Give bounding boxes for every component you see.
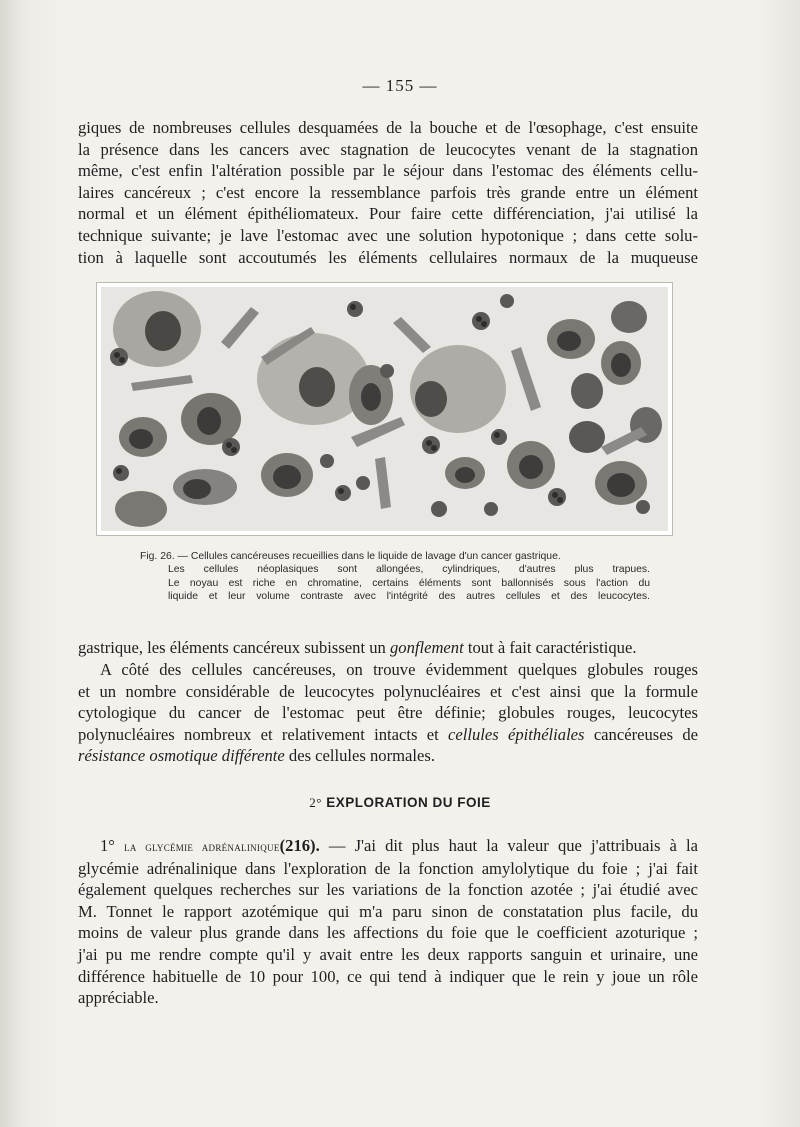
text-run: des cellules normales. xyxy=(284,746,435,766)
italic-term: gonflement xyxy=(389,638,464,657)
reference-number: (216). xyxy=(279,836,320,855)
text-line xyxy=(78,724,698,746)
text-line: même, c'est enfin l'altération possible par le séjour dans l'estomac des éléments cellu- xyxy=(78,161,698,181)
caption-line-2: Les cellules néoplasiques sont allongées, cylindriques, d'autres plus trapues. xyxy=(168,564,650,576)
item-number: 1° xyxy=(100,836,115,855)
figure-plate-cancer-cells xyxy=(97,283,672,535)
text-run: polynucléaires nombreux et relativement intacts et xyxy=(78,724,449,744)
text-line: giques de nombreuses cellules desquamées de la bouche et de l'œsophage, c'est ensuite xyxy=(78,118,698,137)
text-line: M. Tonnet le rapport azotémique qui m'a paru sinon de constatation plus facile, du xyxy=(78,901,698,921)
cell-micrograph-illustration xyxy=(101,287,668,531)
text-run: tout à fait caractéristique. xyxy=(463,638,637,657)
caption-line-1 xyxy=(140,550,650,563)
text-line: A côté des cellules cancéreuses, on trouve évidemment quelques globules rouges xyxy=(100,660,698,679)
text-line: moins de valeur plus grande dans les affections du foie que le coefficient azoturique ; xyxy=(78,923,698,943)
text-line: cytologique du cancer de l'estomac peut être définie; globules rouges, leucocytes xyxy=(78,703,698,723)
smallcaps-title: la glycémie adrénalinique xyxy=(124,839,280,854)
text-run: gastrique, les éléments cancéreux subissent un xyxy=(78,638,390,657)
text-run: cancéreuses de xyxy=(584,724,698,744)
paragraph-glycemie xyxy=(78,835,698,1009)
text-line: la présence dans les cancers avec stagnation de leucocytes venant de la stagnation xyxy=(78,139,698,159)
text-line: laires cancéreux ; c'est encore la ressemblance parfois très grande entre un élément xyxy=(78,182,698,202)
caption-line-4: liquide et leur volume contraste avec l'intégrité des autres cellules et des leucocytes. xyxy=(168,591,650,603)
text-line: et un nombre considérable de leucocytes polynucléaires et c'est ainsi que la formule xyxy=(78,681,698,701)
paragraph-intro xyxy=(78,117,698,268)
page-number: — 155 — xyxy=(362,76,438,95)
text-line: technique suivante; je lave l'estomac avec une solution hypotonique ; dans cette solu- xyxy=(78,225,698,245)
caption-label: Fig. 26. xyxy=(140,551,175,562)
text-line: normal et un élément épithéliomateux. Pour faire cette différenciation, j'ai utilisé la xyxy=(78,204,698,224)
caption-text: — Cellules cancéreuses recueillies dans le liquide de lavage d'un cancer gastrique. xyxy=(177,551,561,562)
paragraph-continuation xyxy=(78,637,698,659)
text-run: — J'ai dit plus haut la valeur que j'attribuais à la xyxy=(319,836,699,855)
text-line: tion à laquelle sont accoutumés les éléments cellulaires normaux de la muqueuse xyxy=(78,247,698,267)
text-line xyxy=(78,745,698,767)
section-number: 2° xyxy=(309,795,322,810)
italic-term: cellules épithéliales xyxy=(448,724,585,744)
section-title: EXPLORATION DU FOIE xyxy=(326,795,491,810)
text-line: j'ai pu me rendre compte qu'il y avait entre les deux rapports sanguin et urinaire, une xyxy=(78,944,698,964)
paragraph-cytology xyxy=(78,659,698,767)
text-line: également quelques recherches sur les variations de la fonction azotée ; j'ai étudié avec xyxy=(78,880,698,900)
text-line: différence habituelle de 10 pour 100, ce qui tend à indiquer que le rein y joue un rôle xyxy=(78,966,698,986)
text-line: glycémie adrénalinique dans l'exploration de la fonction amylolytique du foie ; j'ai fait xyxy=(78,858,698,878)
caption-line-3: Le noyau est riche en chromatine, certains éléments sont ballonnisés sous l'action du xyxy=(168,577,650,589)
text-line: appréciable. xyxy=(78,988,159,1008)
section-heading xyxy=(0,795,800,811)
italic-term: résistance osmotique différente xyxy=(78,746,285,766)
text-line xyxy=(78,835,698,858)
figure-caption xyxy=(140,550,650,604)
